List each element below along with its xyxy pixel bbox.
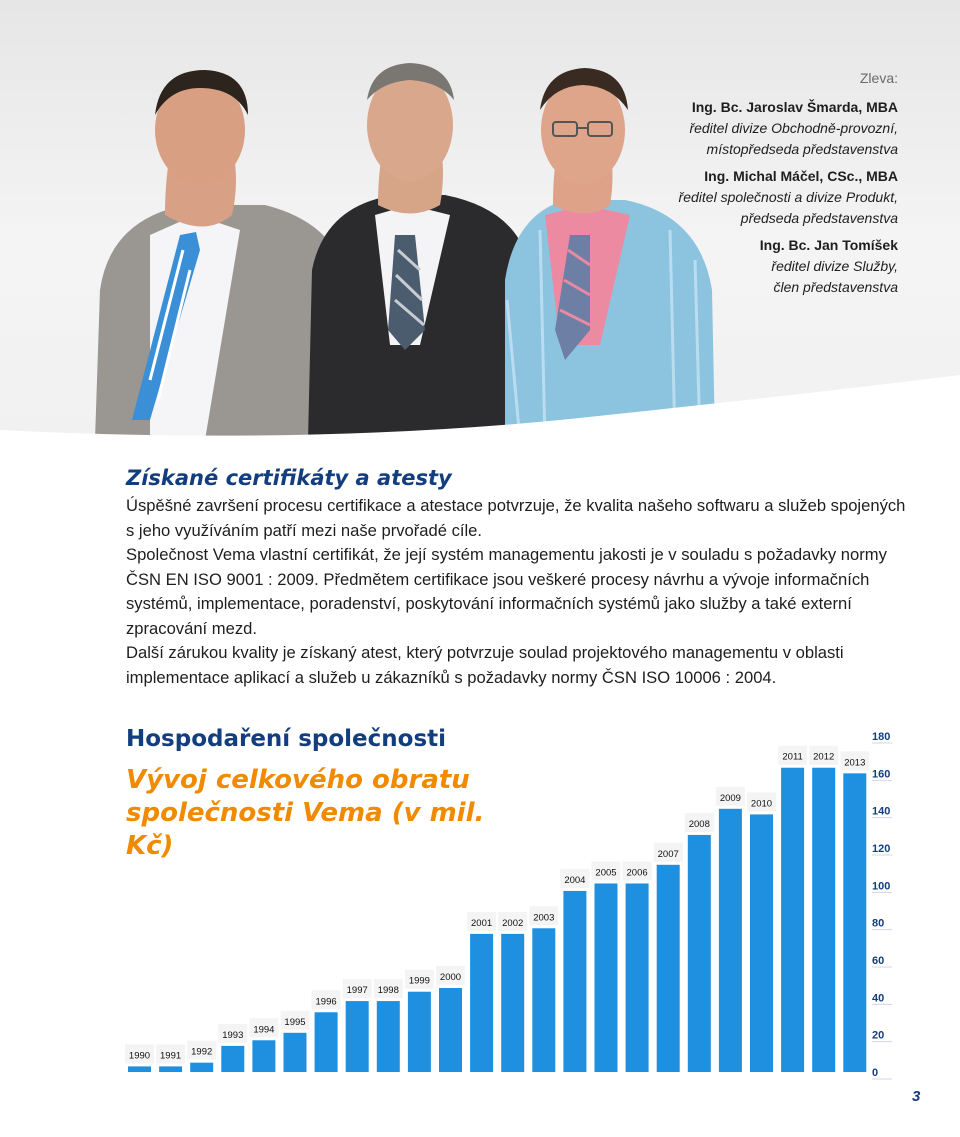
bar-2000	[439, 988, 462, 1072]
y-tick-label: 180	[872, 731, 891, 743]
bar-1991	[159, 1066, 182, 1072]
chart-title: Vývoj celkového obratu společnosti Vema (v mil. Kč)	[126, 765, 485, 861]
certificates-paragraph: Další zárukou kvality je získaný atest, který potvrzuje soulad projektového managementu v oblasti implementace aplikací a služeb u zákazníků s požadavky normy ČSN ISO 10006 : 2004.	[126, 643, 844, 687]
y-tick-label: 120	[872, 843, 891, 855]
y-tick-label: 80	[872, 917, 885, 930]
bar-year-label: 2005	[595, 867, 617, 879]
bar-year-label: 2010	[750, 798, 773, 810]
bar-year-label: 2006	[626, 867, 648, 879]
bar-1994	[252, 1040, 275, 1072]
caption-person-1	[498, 97, 898, 160]
caption-role: předseda představenstva	[740, 210, 898, 226]
bar-2006	[626, 883, 649, 1072]
caption-role: místopředseda představenstva	[706, 141, 898, 157]
certificates-heading: Získané certifikáty a atesty	[126, 466, 452, 490]
turnover-chart	[0, 700, 960, 1090]
bar-year-label: 1996	[315, 996, 337, 1008]
bar-1998	[377, 1001, 400, 1072]
caption-role: ředitel divize Služby,	[771, 258, 898, 274]
bar-2002	[501, 934, 524, 1072]
bar-2001	[470, 934, 493, 1072]
bar-2004	[563, 891, 586, 1072]
caption-name: Ing. Bc. Jan Tomíšek	[759, 237, 898, 253]
y-tick-label: 140	[872, 805, 891, 818]
y-tick-label: 0	[872, 1067, 879, 1079]
y-tick-label: 40	[872, 992, 885, 1005]
bar-2008	[688, 835, 711, 1072]
bar-1990	[128, 1066, 151, 1072]
photo-captions	[498, 68, 898, 304]
page-number: 3	[912, 1088, 921, 1105]
executives-photo	[0, 0, 960, 440]
bar-year-label: 1997	[346, 985, 368, 997]
bar-year-label: 1993	[222, 1029, 244, 1041]
bar-2007	[657, 865, 680, 1072]
bar-year-label: 2003	[533, 912, 555, 924]
bar-year-label: 1990	[128, 1050, 151, 1062]
bar-year-label: 2012	[813, 751, 835, 763]
caption-person-2	[498, 166, 898, 229]
bar-year-label: 2013	[844, 757, 866, 769]
bar-year-label: 2002	[502, 917, 524, 929]
y-tick-label: 160	[872, 768, 891, 781]
bar-year-label: 1992	[191, 1046, 213, 1058]
bar-year-label: 1991	[160, 1050, 182, 1062]
bar-year-label: 2009	[719, 792, 741, 804]
y-tick-label: 20	[872, 1029, 885, 1042]
bar-year-label: 2008	[688, 818, 710, 830]
bar-year-label: 1995	[284, 1016, 306, 1028]
bar-1997	[346, 1001, 369, 1072]
bar-2009	[719, 809, 742, 1072]
certificates-paragraph: Úspěšné završení procesu certifikace a atestace potvrzuje, že kvalita našeho softwaru a služeb spojených s jeho využíváním patří mezi naše prvořadé cíle.	[126, 496, 906, 540]
caption-name: Ing. Bc. Jaroslav Šmarda, MBA	[691, 99, 898, 115]
captions-lead: Zleva:	[859, 70, 898, 86]
bar-1992	[190, 1063, 213, 1072]
bar-1993	[221, 1046, 244, 1072]
y-tick-label: 60	[872, 955, 885, 967]
bar-1999	[408, 992, 431, 1072]
caption-role: ředitel divize Obchodně-provozní,	[689, 120, 898, 136]
bar-2012	[812, 768, 835, 1072]
bar-year-label: 2007	[657, 848, 679, 860]
bar-year-label: 1994	[253, 1024, 275, 1036]
bar-year-label: 1998	[377, 985, 399, 997]
bar-1996	[315, 1012, 338, 1072]
bar-2005	[595, 883, 618, 1072]
bar-2013	[843, 773, 866, 1072]
caption-role: ředitel společnosti a divize Produkt,	[678, 189, 898, 205]
caption-name: Ing. Michal Máčel, CSc., MBA	[704, 168, 898, 184]
bar-year-label: 2011	[782, 751, 803, 763]
bar-year-label: 2000	[439, 972, 462, 983]
caption-person-3	[498, 235, 898, 298]
bar-year-label: 2001	[471, 917, 493, 929]
bar-2010	[750, 814, 773, 1072]
y-tick-label: 100	[872, 880, 891, 893]
caption-role: člen představenstva	[773, 279, 898, 295]
certificates-text	[126, 494, 906, 690]
bar-2003	[532, 928, 555, 1072]
bar-year-label: 2004	[564, 874, 586, 886]
bar-1995	[284, 1033, 307, 1072]
economy-heading: Hospodaření společnosti	[126, 726, 447, 752]
bar-2011	[781, 768, 804, 1072]
certificates-paragraph: Společnost Vema vlastní certifikát, že její systém managementu jakosti je v souladu s požadavky normy ČSN EN ISO 9001 : 2009. Předmětem certifikace jsou veškeré procesy návrhu a vývoje informačních systémů, implementace, poradenství, poskytování informačních systémů jako služby a také externí zpracování mezd.	[126, 545, 887, 638]
bar-year-label: 1999	[408, 975, 430, 987]
